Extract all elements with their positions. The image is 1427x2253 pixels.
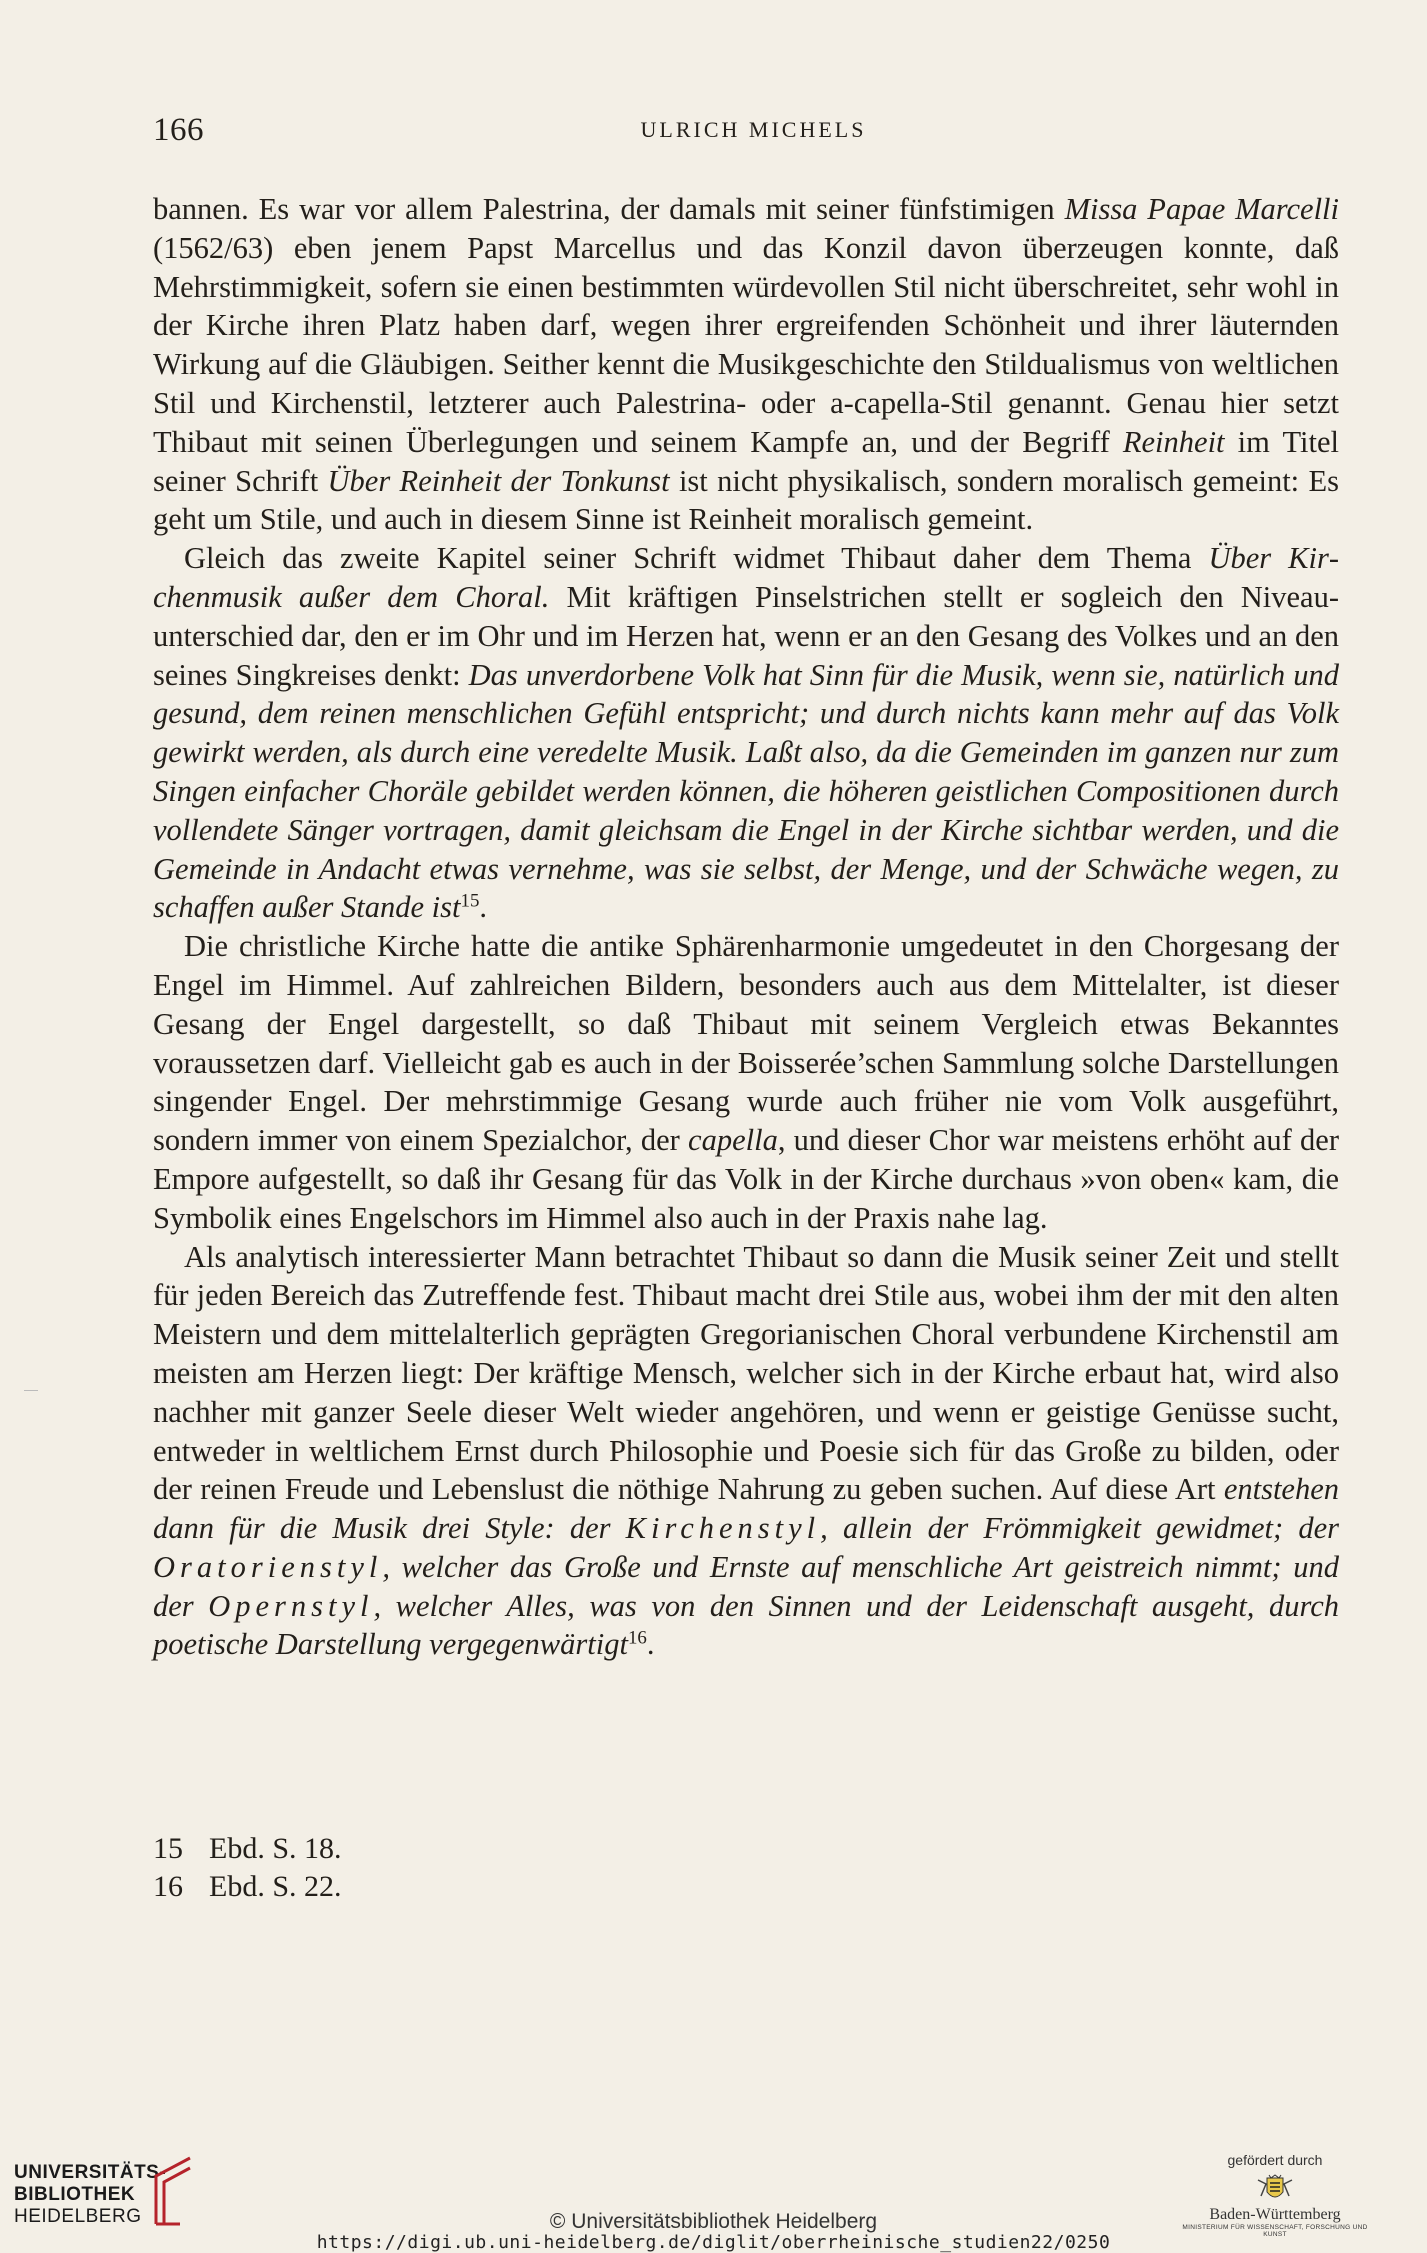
footnote-ref[interactable]: 15 [460, 890, 480, 912]
spaced-term: Kirchenstyl [625, 1511, 821, 1546]
text-span: ist nicht physikalisch, sondern moralisch gemeint: Es geht um Stile, und auch in diesem Sinne ist Reinheit moralisch gemeint. [153, 463, 1339, 537]
italic-term: Reinheit [1122, 424, 1225, 459]
funder-subtitle: MINISTERIUM FÜR WISSENSCHAFT, FORSCHUNG UND KUNST [1182, 2224, 1368, 2238]
copyright: © Universitätsbibliothek Heidelberg [549, 2210, 878, 2233]
library-name-line: BIBLIOTHEK [14, 2184, 136, 2205]
footnote-ref[interactable]: 16 [627, 1628, 647, 1650]
text-span: , und dieser Chor war meistens erhöht auf der Empore aufgestellt, so daß ihr Gesang für das Volk in der Kirche durchaus »von oben« kam, die Symbolik eines Engelschors im Himmel also auch in der Praxis nahe lag. [153, 1123, 1339, 1235]
footnote-number: 16 [153, 1870, 183, 1903]
footnote-text: Ebd. S. 18. [209, 1832, 342, 1865]
text-span: , allein der Frömmigkeit gewidmet; der [820, 1511, 1339, 1546]
funded-by-label: gefördert durch [1227, 2152, 1323, 2168]
footnote-number: 15 [153, 1832, 183, 1865]
text-span: (1562/63) eben jenem Papst Marcellus und das Konzil davon überzeugen konnte, daß Mehrstimmigkeit, sofern sie einen bestimmten würdevollen Stil nicht überschreitet, sehr wohl in der Kirche ihren Platz haben darf, wegen ihrer ergreifenden Schönheit und ihrer läuternden Wirkung auf die Gläubigen. Seither kennt die Musikgeschichte den Stildualismus von weltlichen Stil und Kirchenstil, letzterer auch Palestrina- oder a-capella-Stil genannt. Genau hier setzt Thibaut mit seinen Überlegungen und seinem Kampfe an, und der Begriff [153, 230, 1339, 459]
paragraph [153, 927, 1339, 1237]
paragraph [153, 1238, 1339, 1665]
italic-term: capella [688, 1123, 778, 1158]
paragraph [153, 539, 1339, 927]
permalink[interactable]: https://digi.ub.uni-heidelberg.de/diglit/oberrheinische_studien22/0250 [316, 2232, 1111, 2253]
footnote [153, 1830, 342, 1868]
library-name-line: UNIVERSITÄTS- [14, 2162, 167, 2183]
text-span: Als analytisch interessierter Mann betrachtet Thibaut so dann die Musik seiner Zeit und stellt für jeden Bereich das Zutreffende fest. Thibaut macht drei Stile aus, wobei ihm der mit den alten Meistern und dem mittelalterlich geprägten Gregorianischen Choral verbundene Kirchenstil am meisten am Herzen liegt: Der kräftige Mensch, welcher sich in der Kirche erbaut hat, wird also nachher mit ganzer Seele dieser Welt wieder angehören, und wenn er geistige Genüsse sucht, entweder in weltlichem Ernst durch Philosophie und Poesie sich für das Große zu bilden, oder der reinen Freude und Lebenslust die nöthige Nahrung zu geben suchen. Auf diese Art [153, 1239, 1339, 1507]
italic-quote: Das unverdorbene Volk hat Sinn für die Musik, wenn sie, natürlich und gesund, dem reinen menschlichen Gefühl entspricht; und durch nichts kann mehr auf das Volk gewirkt werden, als durch eine veredelte Musik. Laßt also, da die Gemeinden im ganzen nur zum Singen einfacher Choräle gebildet werden können, die höheren geistlichen Compositionen durch vollendete Sänger vortragen, damit gleichsam die Engel in der Kirche sichtbar werden, und die Gemeinde in Andacht etwas vernehme, was sie selbst, der Menge, und der Schwäche wegen, zu schaffen außer Stande ist [153, 657, 1340, 925]
text-span: bannen. Es war vor allem Palestrina, der damals mit seiner fünfstimigen [153, 192, 1065, 226]
footnote-text: Ebd. S. 22. [209, 1870, 342, 1903]
body-text [153, 190, 1339, 1664]
text-span: Die christliche Kirche hatte die antike Sphärenharmonie umgedeutet in den Chorgesang der Engel im Himmel. Auf zahlreichen Bildern, besonders auch aus dem Mittelalter, ist dieser Gesang der Engel dargestellt, so daß Thibaut mit seinem Vergleich etwas Bekanntes voraussetzen darf. Vielleicht gab es auch in der Boisserée’schen Sammlung solche Darstellungen singender Engel. Der mehrstimmige Gesang wurde auch früher nie vom Volk ausgeführt, sondern immer von einem Spezialchor, der [153, 929, 1339, 1158]
italic-title: Missa Papae Marcelli [1064, 192, 1339, 226]
footnotes [153, 1830, 342, 1906]
margin-mark [24, 1390, 38, 1391]
text-span: . [646, 1627, 655, 1662]
coat-of-arms-icon [1255, 2174, 1295, 2204]
paragraph [153, 190, 1339, 539]
funder-name: Baden-Württemberg [1209, 2206, 1341, 2223]
page-number: 166 [153, 112, 204, 148]
spaced-term: Opernstyl [208, 1588, 374, 1623]
italic-title: Über Reinheit der Tonkunst [327, 463, 670, 498]
footnote [153, 1868, 342, 1906]
text-span: Mit kräftigen Pinselstrichen stellt er sogleich den Niveauunterschied dar, den er im Ohr und im Herzen hat, wenn er an den Gesang des Volkes und an den seines Singkreises denkt: [153, 579, 1339, 692]
running-head: ULRICH MICHELS [640, 117, 867, 142]
library-name-line: HEIDELBERG [14, 2206, 142, 2227]
text-span: Gleich das zweite Kapitel seiner Schrift widmet Thibaut daher dem Thema [184, 541, 1209, 576]
text-span: , welcher Alles, was von den Sinnen und der Leidenschaft ausgeht, durch poetische Darstellung vergegenwärtigt [153, 1588, 1339, 1662]
text-span: . [479, 890, 488, 925]
footer [0, 2140, 1427, 2252]
text-span: im Titel seiner Schrift [153, 424, 1339, 498]
text-span: , welcher das Große und Ernste auf menschliche Art geistreich nimmt; und der [153, 1549, 1339, 1623]
italic-title: Über Kirchenmusik außer dem Choral. [153, 541, 1339, 614]
spaced-term: Oratorienstyl [153, 1549, 383, 1584]
funder-block [1175, 2152, 1375, 2238]
text-span: entstehen dann für die Musik drei Style: der [153, 1472, 1339, 1546]
